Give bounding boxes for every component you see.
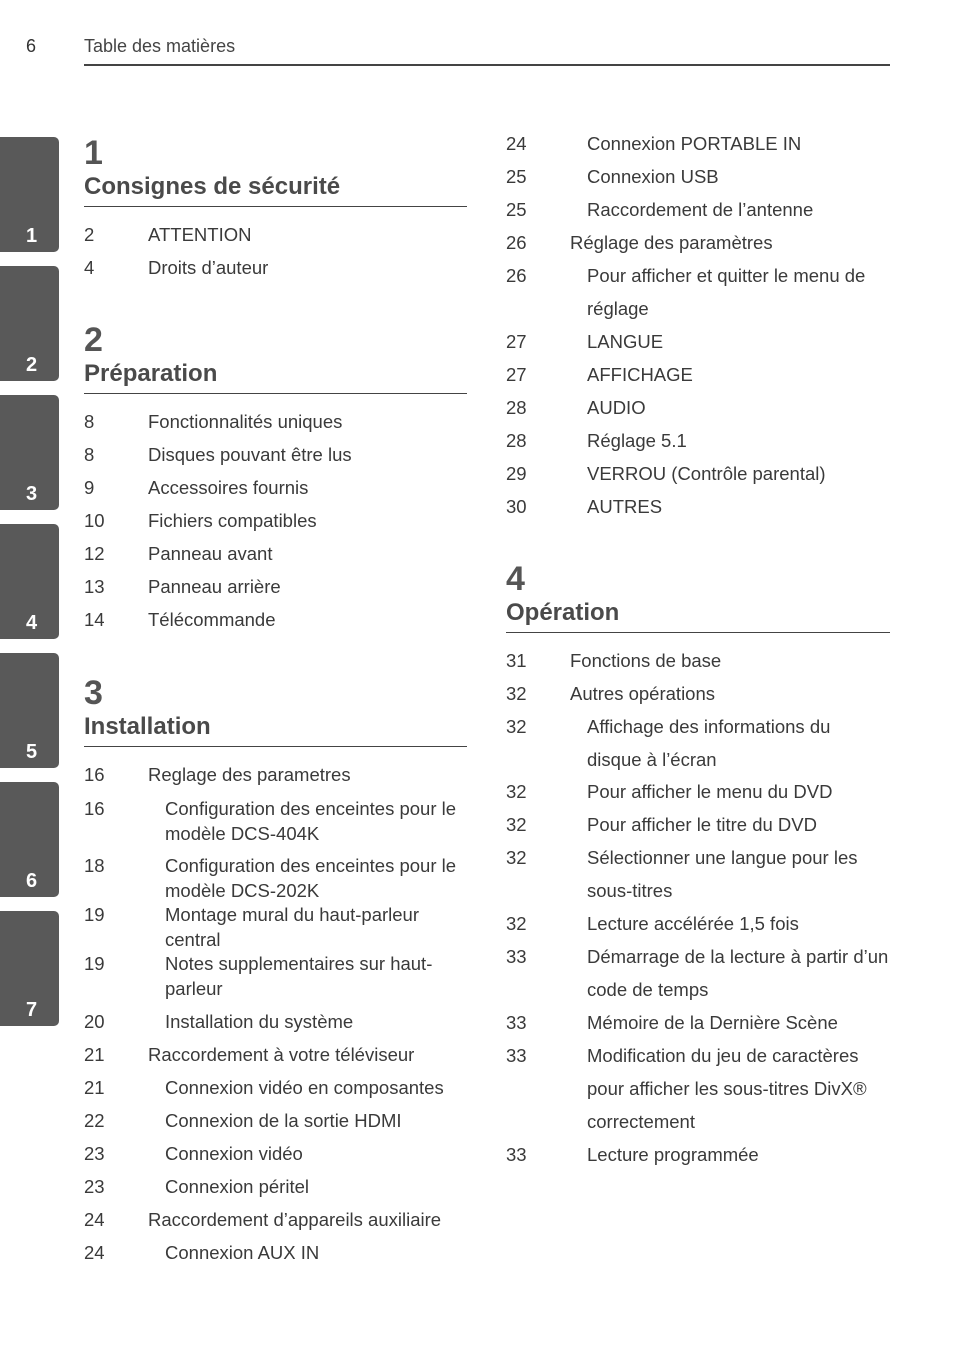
toc-text: Affichage des informations du disque à l’écran [587,716,831,770]
section-number: 3 [84,674,103,712]
chapter-tab-label: 1 [26,225,38,247]
chapter-tab-label: 5 [26,741,38,763]
toc-page: 28 [506,397,527,418]
toc-text: Droits d’auteur [148,257,269,278]
toc-page: 14 [84,609,105,630]
toc-text: Réglage des paramètres [570,232,773,253]
toc-text: AFFICHAGE [587,364,693,385]
toc-text: Panneau arrière [148,576,281,597]
toc-text: Configuration des enceintes pour le modèle DCS-202K [165,855,457,901]
toc-page: 32 [506,847,527,868]
toc-text: AUDIO [587,397,646,418]
toc-text: VERROU (Contrôle parental) [587,463,826,484]
toc-text: ATTENTION [148,224,252,245]
toc-page: 8 [84,444,95,465]
toc-page: 32 [506,716,527,737]
toc-page: 32 [506,683,527,704]
chapter-tab-2[interactable] [0,266,59,381]
toc-page: 23 [84,1176,105,1197]
toc-text: AUTRES [587,496,663,517]
section-rule [506,632,890,633]
toc-page: 18 [84,855,105,876]
toc-page: 31 [506,650,527,671]
toc-text: Accessoires fournis [148,477,309,498]
toc-page: 22 [84,1110,105,1131]
chapter-tab-label: 2 [26,354,38,376]
toc-text: Raccordement d’appareils auxiliaire [148,1209,442,1230]
section-number: 4 [506,560,525,598]
chapter-tab-1[interactable] [0,137,59,252]
section-heading-2 [84,323,467,394]
section-title: Opération [506,599,620,626]
toc-page: 24 [84,1242,105,1263]
toc-text: Panneau avant [148,543,273,564]
toc-page: 21 [84,1077,105,1098]
chapter-tab-label: 6 [26,870,38,892]
chapter-tab-label: 7 [26,999,38,1021]
toc-page: 25 [506,166,527,187]
toc-text: Fonctions de base [570,650,722,671]
toc-page: 27 [506,364,527,385]
toc-text: Sélectionner une langue pour les sous-titres [587,847,858,901]
toc-page: 16 [84,798,105,819]
toc-text: Pour afficher le titre du DVD [587,814,817,835]
section-rule [84,206,467,207]
toc-text: Fichiers compatibles [148,510,317,531]
toc-text: Connexion vidéo en composantes [165,1077,444,1098]
toc-text: Connexion AUX IN [165,1242,320,1263]
section-title: Installation [84,713,211,740]
toc-text: Connexion vidéo [165,1143,303,1164]
toc-page: 9 [84,477,95,498]
toc-page: 25 [506,199,527,220]
toc-page: 26 [506,265,527,286]
toc-page: 33 [506,1045,527,1066]
toc-page: 32 [506,814,527,835]
toc-text: Disques pouvant être lus [148,444,352,465]
toc-text: Pour afficher le menu du DVD [587,781,833,802]
toc-text: Notes supplementaires sur haut-parleur [165,953,433,999]
toc-page: 21 [84,1044,105,1065]
section-number: 2 [84,321,103,359]
toc-page: 24 [506,133,527,154]
toc-text: Configuration des enceintes pour le modèle DCS-404K [165,798,457,844]
chapter-tab-5[interactable] [0,653,59,768]
toc-text: Montage mural du haut-parleur central [165,904,420,950]
toc-page: 33 [506,1012,527,1033]
section-title: Consignes de sécurité [84,173,341,200]
toc-text: Connexion PORTABLE IN [587,133,802,154]
section-heading-1 [84,136,467,207]
chapter-tab-label: 3 [26,483,38,505]
toc-text: Reglage des parametres [148,764,351,785]
toc-text: Réglage 5.1 [587,430,687,451]
section-number: 1 [84,134,103,172]
toc-page: 19 [84,904,105,925]
toc-page: 30 [506,496,527,517]
toc-page: 12 [84,543,105,564]
toc-page: 26 [506,232,527,253]
chapter-tab-6[interactable] [0,782,59,897]
toc-text: Pour afficher et quitter le menu de réglage [587,265,866,319]
section-rule [84,393,467,394]
toc-page: 29 [506,463,527,484]
toc-text: Démarrage de la lecture à partir d’un code de temps [587,946,889,1000]
toc-text: Connexion USB [587,166,719,187]
page-header [0,0,954,70]
toc-page: 19 [84,953,105,974]
toc-page: 32 [506,913,527,934]
toc-text: Lecture accélérée 1,5 fois [587,913,799,934]
toc-text: Mémoire de la Dernière Scène [587,1012,838,1033]
toc-text: Raccordement de l’antenne [587,199,814,220]
section-rule [84,746,467,747]
header-rule [84,64,890,66]
toc-text: Modification du jeu de caractères pour afficher les sous-titres DivX® correctement [587,1045,867,1132]
section-heading-3 [84,676,467,747]
toc-page: 10 [84,510,105,531]
toc-text: LANGUE [587,331,664,352]
toc-page: 33 [506,946,527,967]
toc-page: 23 [84,1143,105,1164]
toc-text: Connexion de la sortie HDMI [165,1110,402,1131]
toc-page: 27 [506,331,527,352]
chapter-tab-3[interactable] [0,395,59,510]
toc-page: 28 [506,430,527,451]
toc-page: 20 [84,1011,105,1032]
toc-page: 8 [84,411,95,432]
toc-page: 4 [84,257,95,278]
toc-text: Lecture programmée [587,1144,759,1165]
toc-page: 2 [84,224,95,245]
toc-page: 16 [84,764,105,785]
section-heading-4 [506,562,890,633]
toc-text: Autres opérations [570,683,716,704]
toc-text: Connexion péritel [165,1176,309,1197]
section-title: Préparation [84,360,218,387]
chapter-tab-label: 4 [26,612,38,634]
toc-text: Fonctionnalités uniques [148,411,343,432]
toc-page: 32 [506,781,527,802]
toc-text: Raccordement à votre téléviseur [148,1044,415,1065]
chapter-tab-4[interactable] [0,524,59,639]
header-title: Table des matières [84,36,236,56]
toc-page: 24 [84,1209,105,1230]
toc-page: 33 [506,1144,527,1165]
toc-text: Télécommande [148,609,276,630]
toc-page: 13 [84,576,105,597]
chapter-tab-7[interactable] [0,911,59,1026]
page-number: 6 [26,36,37,56]
toc-text: Installation du système [165,1011,354,1032]
